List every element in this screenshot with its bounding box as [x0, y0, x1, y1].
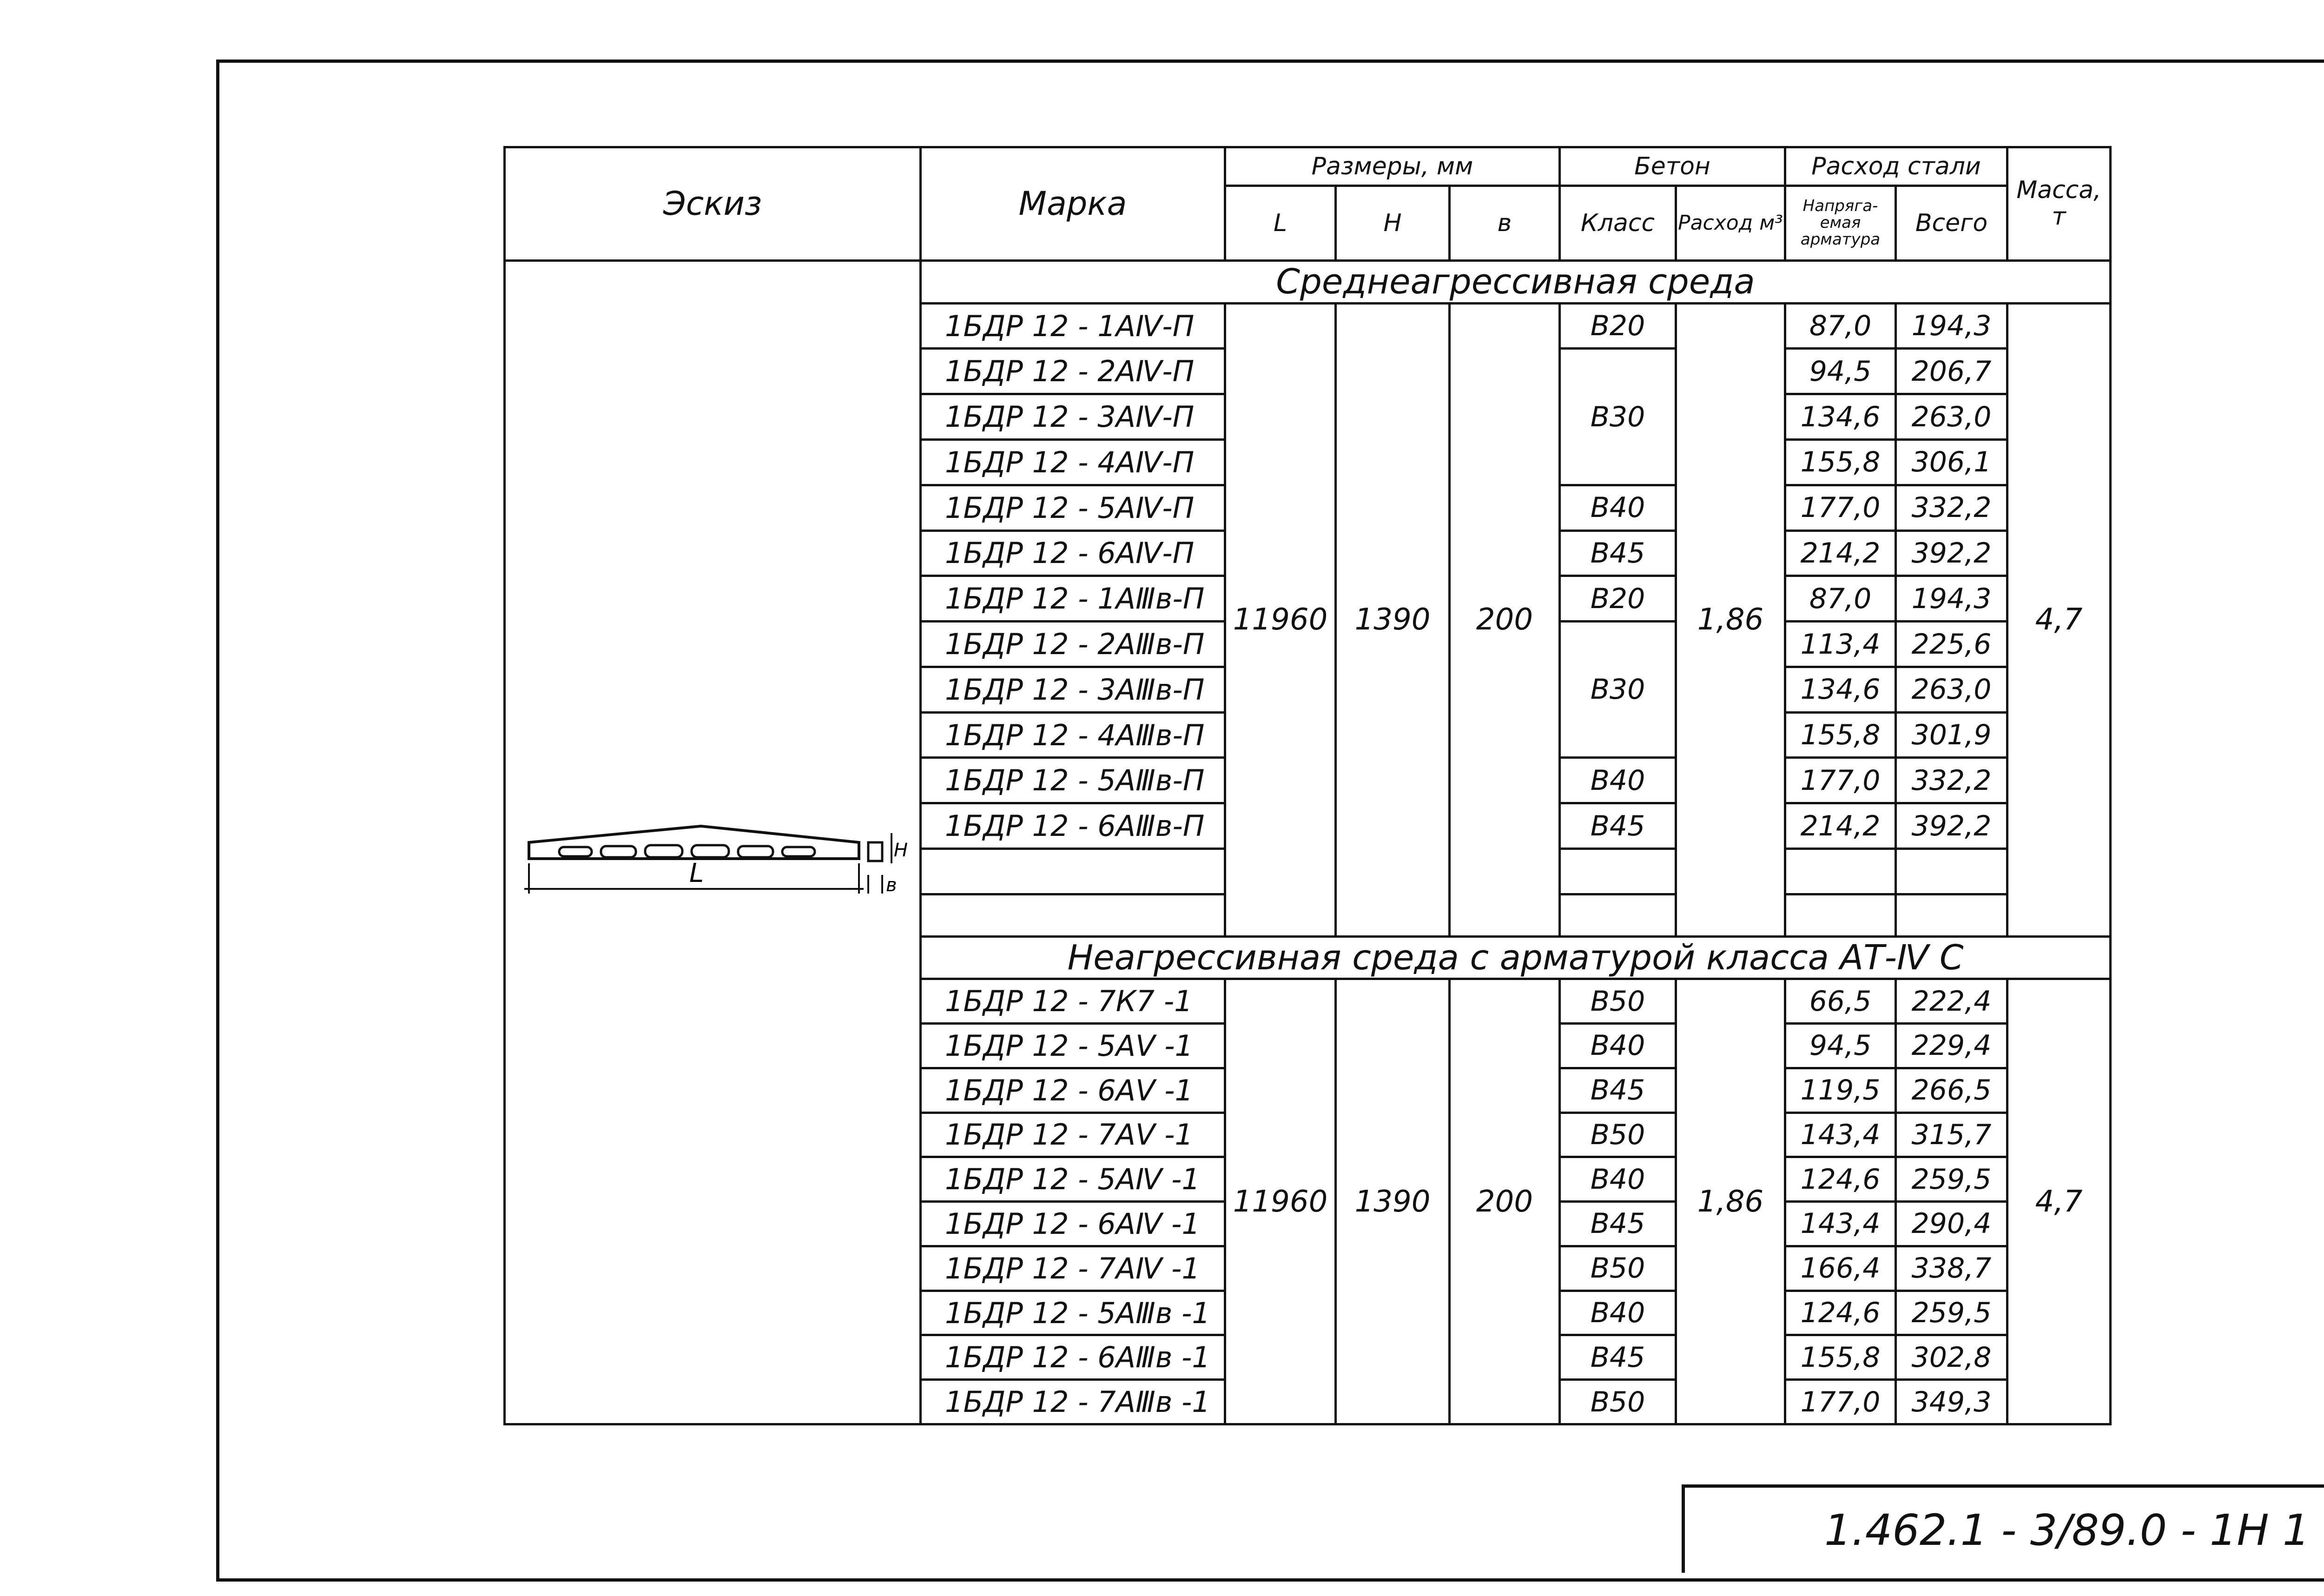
s1-class: В30 [1560, 622, 1676, 758]
empty-cell [1896, 894, 2007, 936]
table-row-mark: 1БДР 12 - 1АⅣ-П [921, 303, 1225, 349]
spec-table [503, 146, 2112, 1425]
s1-class: В45 [1560, 530, 1676, 576]
table-row-steel-p: 66,5 [1785, 979, 1896, 1024]
empty-cell [1785, 849, 1896, 894]
table-row-steel-t: 229,4 [1896, 1024, 2007, 1068]
s2-class: В40 [1560, 1024, 1676, 1068]
table-row-mark: 1БДР 12 - 1АⅢв-П [921, 576, 1225, 622]
empty-cell [1560, 849, 1676, 894]
table-row-steel-t: 290,4 [1896, 1202, 2007, 1246]
s2-width: 200 [1450, 979, 1560, 1424]
table-row-steel-t: 225,6 [1896, 622, 2007, 667]
empty-cell [921, 849, 1225, 894]
table-row-mark: 1БДР 12 - 7АⅤ -1 [921, 1113, 1225, 1157]
table-row-steel-t: 332,2 [1896, 485, 2007, 530]
table-row-mark: 1БДР 12 - 2АⅣ-П [921, 349, 1225, 394]
empty-cell [921, 894, 1225, 936]
s2-class: В50 [1560, 1380, 1676, 1424]
s1-class: В40 [1560, 485, 1676, 530]
s2-class: В45 [1560, 1335, 1676, 1380]
section-title-2: Неагрессивная среда с арматурой класса АТ-Ⅳ С [921, 936, 2111, 979]
table-row-steel-t: 259,5 [1896, 1291, 2007, 1335]
header-dim-h: Н [1336, 185, 1450, 260]
s1-class: В20 [1560, 303, 1676, 349]
table-row-steel-t: 263,0 [1896, 394, 2007, 440]
table-row-mark: 1БДР 12 - 5АⅣ -1 [921, 1157, 1225, 1202]
table-row-mark: 1БДР 12 - 2АⅢв-П [921, 622, 1225, 667]
table-row-steel-t: 263,0 [1896, 667, 2007, 712]
sketch-cell [505, 260, 921, 1424]
header-mark: Марка [921, 147, 1225, 261]
s1-class: В45 [1560, 803, 1676, 849]
s1-width: 200 [1450, 303, 1560, 936]
table-row-mark: 1БДР 12 - 3АⅢв-П [921, 667, 1225, 712]
s2-class: В45 [1560, 1068, 1676, 1113]
table-row-steel-p: 214,2 [1785, 803, 1896, 849]
section-title-1: Среднеагрессивная среда [921, 260, 2111, 303]
table-row-steel-p: 155,8 [1785, 712, 1896, 758]
header-concrete-volume: Расход м³ [1676, 185, 1785, 260]
s2-class: В40 [1560, 1291, 1676, 1335]
table-row-steel-p: 177,0 [1785, 758, 1896, 803]
table-row-steel-p: 87,0 [1785, 303, 1896, 349]
sketch-label-height: Н [894, 839, 908, 861]
table-row-steel-p: 155,8 [1785, 440, 1896, 485]
table-row-mark: 1БДР 12 - 6АⅢв -1 [921, 1335, 1225, 1380]
table-row-steel-p: 124,6 [1785, 1291, 1896, 1335]
header-dim-b: в [1450, 185, 1560, 260]
table-row-steel-p: 134,6 [1785, 667, 1896, 712]
empty-cell [1785, 894, 1896, 936]
table-row-steel-t: 194,3 [1896, 576, 2007, 622]
s2-mass: 4,7 [2007, 979, 2111, 1424]
s2-class: В50 [1560, 1246, 1676, 1291]
s2-class: В50 [1560, 1113, 1676, 1157]
s1-class: В40 [1560, 758, 1676, 803]
table-row-mark: 1БДР 12 - 7К7 -1 [921, 979, 1225, 1024]
table-row-mark: 1БДР 12 - 6АⅣ-П [921, 530, 1225, 576]
s2-class: В50 [1560, 979, 1676, 1024]
table-row-steel-t: 349,3 [1896, 1380, 2007, 1424]
table-row-mark: 1БДР 12 - 5АⅢв-П [921, 758, 1225, 803]
table-row-mark: 1БДР 12 - 5АⅢв -1 [921, 1291, 1225, 1335]
table-row-steel-t: 222,4 [1896, 979, 2007, 1024]
table-row-steel-p: 214,2 [1785, 530, 1896, 576]
header-concrete: Бетон [1560, 147, 1785, 186]
table-row-steel-t: 338,7 [1896, 1246, 2007, 1291]
header-steel-prestressed: Напряга-емая арматура [1785, 185, 1896, 260]
table-row-steel-p: 134,6 [1785, 394, 1896, 440]
table-row-steel-p: 155,8 [1785, 1335, 1896, 1380]
beam-sketch [506, 782, 919, 903]
s1-volume: 1,86 [1676, 303, 1785, 936]
s1-class: В30 [1560, 349, 1676, 485]
empty-cell [1896, 849, 2007, 894]
s1-mass: 4,7 [2007, 303, 2111, 936]
table-row-steel-t: 194,3 [1896, 303, 2007, 349]
empty-cell [1560, 894, 1676, 936]
table-row-mark: 1БДР 12 - 5АⅣ-П [921, 485, 1225, 530]
table-row-steel-t: 392,2 [1896, 803, 2007, 849]
table-row-steel-t: 332,2 [1896, 758, 2007, 803]
table-row-steel-p: 119,5 [1785, 1068, 1896, 1113]
table-row-mark: 1БДР 12 - 6АⅤ -1 [921, 1068, 1225, 1113]
table-row-mark: 1БДР 12 - 4АⅣ-П [921, 440, 1225, 485]
header-mass: Масса, т [2007, 147, 2111, 261]
sketch-label-length: L [689, 858, 704, 888]
s2-length: 11960 [1225, 979, 1336, 1424]
table-row-steel-p: 124,6 [1785, 1157, 1896, 1202]
table-row-mark: 1БДР 12 - 6АⅢв-П [921, 803, 1225, 849]
header-steel-total: Всего [1896, 185, 2007, 260]
table-row-steel-p: 177,0 [1785, 1380, 1896, 1424]
sketch-label-width: в [886, 874, 897, 896]
s1-class: В20 [1560, 576, 1676, 622]
header-concrete-class: Класс [1560, 185, 1676, 260]
table-row-mark: 1БДР 12 - 6АⅣ -1 [921, 1202, 1225, 1246]
table-row-steel-p: 177,0 [1785, 485, 1896, 530]
s1-length: 11960 [1225, 303, 1336, 936]
table-row-mark: 1БДР 12 - 5АⅤ -1 [921, 1024, 1225, 1068]
header-dim-l: L [1225, 185, 1336, 260]
table-row-steel-p: 166,4 [1785, 1246, 1896, 1291]
s2-class: В40 [1560, 1157, 1676, 1202]
table-row-steel-t: 392,2 [1896, 530, 2007, 576]
document-code: 1.462.1 - 3/89.0 - 1Н 1 [1824, 1505, 2310, 1555]
table-row-steel-t: 259,5 [1896, 1157, 2007, 1202]
s2-height: 1390 [1336, 979, 1450, 1424]
table-row-steel-t: 302,8 [1896, 1335, 2007, 1380]
table-row-mark: 1БДР 12 - 4АⅢв-П [921, 712, 1225, 758]
header-sketch: Эскиз [505, 147, 921, 261]
table-row-steel-t: 206,7 [1896, 349, 2007, 394]
table-row-mark: 1БДР 12 - 7АⅣ -1 [921, 1246, 1225, 1291]
table-row-mark: 1БДР 12 - 3АⅣ-П [921, 394, 1225, 440]
table-row-steel-t: 266,5 [1896, 1068, 2007, 1113]
table-row-steel-p: 87,0 [1785, 576, 1896, 622]
table-row-steel-p: 94,5 [1785, 349, 1896, 394]
table-row-steel-t: 301,9 [1896, 712, 2007, 758]
table-row-steel-t: 315,7 [1896, 1113, 2007, 1157]
s2-class: В45 [1560, 1202, 1676, 1246]
table-row-steel-p: 143,4 [1785, 1113, 1896, 1157]
s2-volume: 1,86 [1676, 979, 1785, 1424]
table-row-steel-p: 94,5 [1785, 1024, 1896, 1068]
table-row-mark: 1БДР 12 - 7АⅢв -1 [921, 1380, 1225, 1424]
header-steel: Расход стали [1785, 147, 2007, 186]
table-row-steel-t: 306,1 [1896, 440, 2007, 485]
table-row-steel-p: 143,4 [1785, 1202, 1896, 1246]
table-row-steel-p: 113,4 [1785, 622, 1896, 667]
s1-height: 1390 [1336, 303, 1450, 936]
header-dimensions: Размеры, мм [1225, 147, 1560, 186]
